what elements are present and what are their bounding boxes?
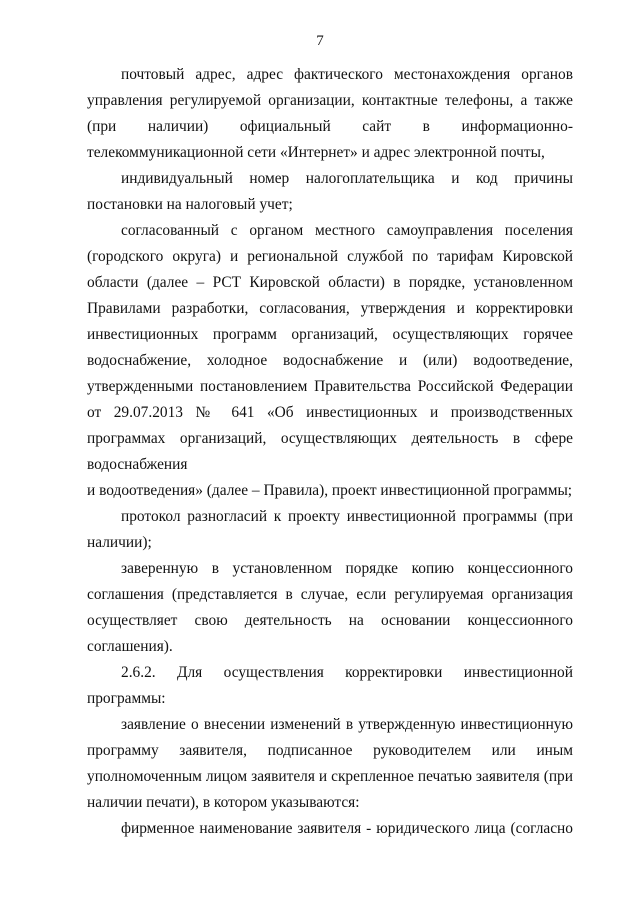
text-line: протокол разногласий к проекту инвестиционной программы (при <box>121 508 573 525</box>
text-line: Правилами разработки, согласования, утверждения и корректировки <box>87 300 573 317</box>
text-line: осуществляет свою деятельность на основании концессионного <box>87 612 573 629</box>
page-number: 7 <box>316 33 324 49</box>
text-line: водоснабжения <box>87 456 188 473</box>
text-line: соглашения (представляется в случае, если регулируемая организация <box>87 586 573 603</box>
text-line: уполномоченным лицом заявителя и скрепленное печатью заявителя (при <box>87 768 573 785</box>
text-line: управления регулируемой организации, контактные телефоны, а также <box>87 92 573 109</box>
text-line: программу заявителя, подписанное руководителем или иным <box>87 742 573 759</box>
text-line: от 29.07.2013 № 641 «Об инвестиционных и производственных <box>87 404 573 421</box>
text-line: почтовый адрес, адрес фактического местонахождения органов <box>121 66 573 83</box>
text-line: (городского округа) и региональной службой по тарифам Кировской <box>87 248 573 265</box>
section-heading-line: 2.6.2. Для осуществления корректировки инвестиционной <box>121 664 573 681</box>
text-line: наличии); <box>87 534 152 551</box>
text-line: программах организаций, осуществляющих деятельность в сфере <box>87 430 573 447</box>
text-line: постановки на налоговый учет; <box>87 196 293 213</box>
text-line: фирменное наименование заявителя - юридического лица (согласно <box>121 820 573 837</box>
text-line: заверенную в установленном порядке копию концессионного <box>121 560 573 577</box>
text-line: наличии печати), в котором указываются: <box>87 794 360 811</box>
text-line: телекоммуникационной сети «Интернет» и адрес электронной почты, <box>87 144 545 161</box>
text-line: (при наличии) официальный сайт в информационно- <box>87 118 573 135</box>
text-line: инвестиционных программ организаций, осуществляющих горячее <box>87 326 573 343</box>
document-body <box>87 62 573 842</box>
text-line: утвержденными постановлением Правительства Российской Федерации <box>87 378 573 395</box>
text-line: и водоотведения» (далее – Правила), проект инвестиционной программы; <box>87 482 573 499</box>
text-line: водоснабжение, холодное водоснабжение и (или) водоотведение, <box>87 352 573 369</box>
text-line: области (далее – РСТ Кировской области) в порядке, установленном <box>87 274 573 291</box>
text-line: заявление о внесении изменений в утвержденную инвестиционную <box>121 716 573 733</box>
text-line: программы: <box>87 690 166 707</box>
text-line: согласованный с органом местного самоуправления поселения <box>121 222 573 239</box>
text-line: соглашения). <box>87 638 173 655</box>
text-line: индивидуальный номер налогоплательщика и код причины <box>121 170 573 187</box>
